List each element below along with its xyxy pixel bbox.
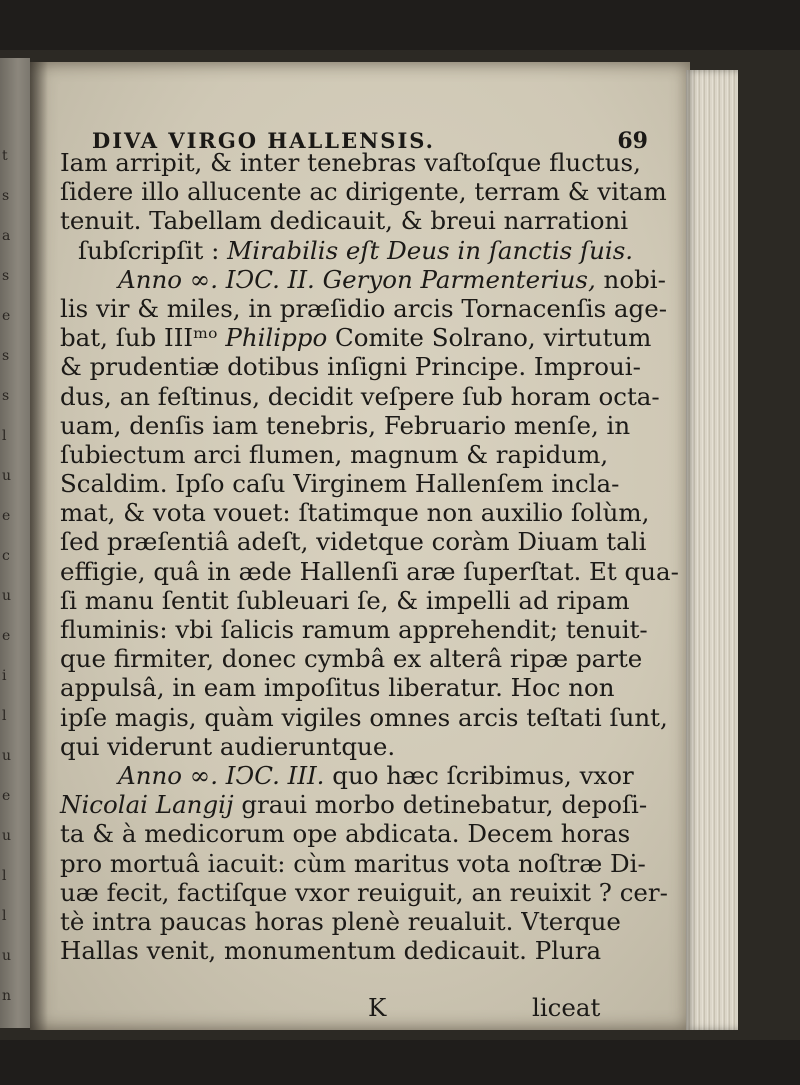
text-segment: ſed præſentiâ adeſt, videtque coràm Diuam tali bbox=[60, 527, 647, 557]
prev-page-letter: s bbox=[2, 348, 10, 364]
text-line bbox=[60, 644, 672, 673]
text-segment: que firmiter, donec cymbâ ex alterâ ripæ parte bbox=[60, 644, 643, 674]
prev-page-letter: e bbox=[2, 508, 11, 524]
text-line bbox=[60, 148, 672, 177]
prev-page-letter: n bbox=[2, 988, 12, 1004]
text-segment: pro mortuâ iacuit: cùm maritus vota noſtræ Di- bbox=[60, 848, 646, 878]
page-number: 69 bbox=[617, 128, 648, 154]
gutter-shadow bbox=[30, 62, 48, 1030]
prev-page-letter: u bbox=[2, 468, 12, 484]
text-segment: qui viderunt audieruntque. bbox=[60, 731, 396, 761]
text-segment: Hallas venit, monumentum dedicauit. Plura bbox=[60, 936, 602, 966]
prev-page-letter: c bbox=[2, 548, 10, 564]
text-line bbox=[60, 703, 672, 732]
catchword: liceat bbox=[532, 993, 601, 1022]
text-segment: ſidere illo allucente ac dirigente, terram & vitam bbox=[60, 177, 667, 207]
text-segment: & prudentiæ dotibus inſigni Principe. Improui- bbox=[60, 352, 641, 382]
prev-page-letter: l bbox=[2, 428, 7, 444]
text-line bbox=[60, 936, 672, 965]
text-line bbox=[60, 411, 672, 440]
text-segment: ſubiectum arci flumen, magnum & rapidum, bbox=[60, 439, 609, 469]
running-head: DIVA VIRGO HALLENSIS. bbox=[92, 128, 435, 153]
text-segment: mat, & vota vouet: ſtatimque non auxilio ſolùm, bbox=[60, 498, 650, 528]
text-segment: Comite Solrano, virtutum bbox=[327, 323, 652, 353]
page-footer bbox=[60, 993, 672, 1023]
prev-page-letter: i bbox=[2, 668, 7, 684]
text-segment: lis vir & miles, in præſidio arcis Tornacenſis age- bbox=[60, 293, 667, 323]
text-segment: dus, an feſtinus, decidit veſpere ſub horam octa- bbox=[60, 381, 660, 411]
text-segment: appulsâ, in eam impoſitus liberatur. Hoc non bbox=[60, 673, 615, 703]
text-line bbox=[60, 265, 672, 294]
prev-page-letter: s bbox=[2, 388, 10, 404]
text-line bbox=[60, 849, 672, 878]
text-segment: ipſe magis, quàm vigiles omnes arcis teſtati ſunt, bbox=[60, 702, 668, 732]
page-edges bbox=[686, 70, 738, 1030]
text-line bbox=[60, 469, 672, 498]
prev-page-letter: a bbox=[2, 228, 11, 244]
text-segment: Anno ∞. IϽC. II. bbox=[118, 264, 323, 294]
text-line bbox=[60, 556, 679, 586]
text-line bbox=[60, 732, 672, 761]
text-segment: ſubſcripſit : bbox=[78, 235, 228, 265]
text-segment: tenuit. Tabellam dedicauit, & breui narrationi bbox=[60, 206, 629, 236]
text-segment: quo hæc ſcribimus, vxor bbox=[324, 760, 634, 790]
signature-mark: K bbox=[368, 993, 387, 1022]
prev-page-letter: e bbox=[2, 628, 11, 644]
text-segment: fluminis: vbi ſalicis ramum apprehendit; tenuit- bbox=[60, 615, 648, 644]
text-line bbox=[60, 527, 672, 556]
text-line bbox=[60, 586, 672, 615]
prev-page-letter: l bbox=[2, 708, 7, 724]
text-segment: uæ fecit, factiſque vxor reuiguit, an reuixit ? cer- bbox=[60, 877, 668, 907]
text-line bbox=[60, 440, 672, 469]
text-line bbox=[60, 819, 672, 848]
prev-page-letter: e bbox=[2, 788, 11, 804]
text-line bbox=[60, 323, 672, 352]
prev-page-letter: e bbox=[2, 308, 11, 324]
italic-segment: Nicolai Langij bbox=[60, 790, 234, 820]
text-segment: ſi manu ſentit ſubleuari ſe, & impelli ad ripam bbox=[60, 585, 630, 615]
text-line bbox=[60, 790, 672, 819]
text-segment: Iam arripit, & inter tenebras vaſtoſque fluctus, bbox=[60, 148, 641, 177]
text-segment: ta & à medicorum ope abdicata. Decem horas bbox=[60, 819, 631, 849]
text-segment: uam, denſis iam tenebris, Februario menſe, in bbox=[60, 410, 631, 440]
text-segment: effigie, quâ in æde Hallenſi aræ ſuperſtat. Et qua- bbox=[60, 556, 679, 586]
text-segment: graui morbo detinebatur, depoſi- bbox=[233, 790, 648, 820]
text-segment: nobi- bbox=[595, 264, 666, 294]
italic-segment: Mirabilis eſt Deus in ſanctis ſuis. bbox=[227, 235, 634, 265]
prev-page-letter: l bbox=[2, 868, 7, 884]
previous-page-edge bbox=[0, 58, 30, 1028]
text-line bbox=[60, 498, 672, 527]
text-line bbox=[60, 878, 672, 907]
text-segment: bat, ſub IIIᵐᵒ bbox=[60, 323, 226, 353]
text-line bbox=[60, 352, 672, 381]
text-segment: Scaldim. Ipſo caſu Virginem Hallenſem incla- bbox=[60, 469, 620, 499]
prev-page-letter: l bbox=[2, 908, 7, 924]
italic-segment: Geryon Parmenterius, bbox=[322, 264, 596, 294]
text-line bbox=[60, 615, 672, 644]
prev-page-letter: u bbox=[2, 948, 12, 964]
prev-page-letter: s bbox=[2, 268, 10, 284]
text-line bbox=[60, 206, 672, 235]
text-segment: tè intra paucas horas plenè reualuit. Vterque bbox=[60, 906, 621, 936]
text-line bbox=[60, 236, 672, 265]
text-line bbox=[60, 177, 672, 206]
prev-page-letter: u bbox=[2, 828, 12, 844]
text-segment: Anno ∞. IϽC. III. bbox=[118, 760, 325, 790]
text-line bbox=[60, 673, 672, 702]
text-line bbox=[60, 907, 672, 936]
text-line bbox=[60, 761, 672, 790]
prev-page-letter: t bbox=[2, 148, 8, 164]
prev-page-letter: u bbox=[2, 748, 12, 764]
prev-page-letter: u bbox=[2, 588, 12, 604]
prev-page-letter: s bbox=[2, 188, 10, 204]
text-line bbox=[60, 294, 672, 323]
italic-segment: Philippo bbox=[225, 323, 328, 353]
text-line bbox=[60, 382, 672, 411]
body-text bbox=[60, 148, 679, 966]
